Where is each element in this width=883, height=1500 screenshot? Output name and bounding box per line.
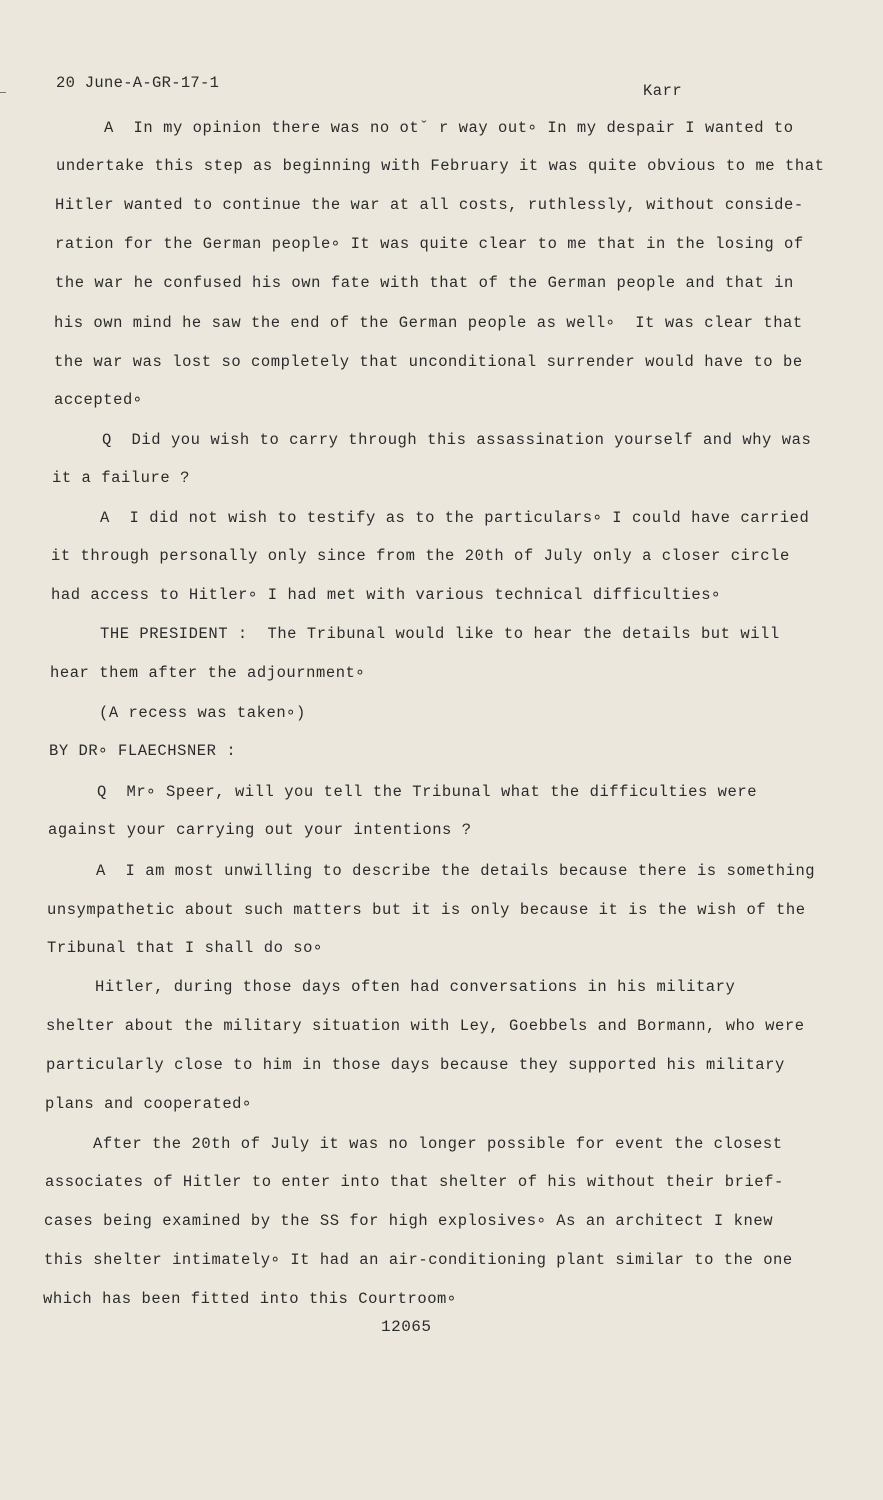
text-line: which has been fitted into this Courtroom∘	[43, 1290, 457, 1308]
text-line: BY DR∘ FLAECHSNER :	[49, 742, 237, 760]
text-line: this shelter intimately∘ It had an air-conditioning plant similar to the one	[44, 1251, 793, 1269]
margin-mark	[0, 92, 6, 93]
page-number: 12065	[381, 1318, 432, 1336]
text-line: plans and cooperated∘	[45, 1095, 252, 1113]
text-line: shelter about the military situation with Ley, Goebbels and Bormann, who were	[46, 1017, 805, 1035]
document-id: 20 June-A-GR-17-1	[56, 74, 220, 92]
text-line: (A recess was taken∘)	[99, 704, 306, 722]
text-line: unsympathetic about such matters but it is only because it is the wish of the	[47, 901, 806, 919]
text-line: THE PRESIDENT : The Tribunal would like to hear the details but will	[100, 625, 780, 643]
text-line: associates of Hitler to enter into that shelter of his without their brief-	[45, 1173, 784, 1191]
text-line: A I did not wish to testify as to the particulars∘ I could have carried	[100, 509, 810, 527]
text-line: Hitler, during those days often had conversations in his military	[95, 978, 736, 996]
text-line: Q Mr∘ Speer, will you tell the Tribunal what the difficulties were	[97, 783, 758, 801]
text-line: accepted∘	[54, 391, 143, 409]
text-line: it a failure ?	[52, 469, 190, 487]
text-line: the war he confused his own fate with that of the German people and that in	[55, 274, 794, 292]
text-line: Hitler wanted to continue the war at all costs, ruthlessly, without conside-	[55, 196, 804, 214]
text-line: cases being examined by the SS for high explosives∘ As an architect I knew	[44, 1212, 774, 1230]
text-line: had access to Hitler∘ I had met with various technical difficulties∘	[51, 586, 721, 604]
text-line: ration for the German people∘ It was quite clear to me that in the losing of	[55, 235, 804, 253]
text-line: against your carrying out your intentions ?	[48, 821, 472, 839]
text-line: particularly close to him in those days because they supported his military	[46, 1056, 785, 1074]
text-line: the war was lost so completely that unconditional surrender would have to be	[54, 353, 803, 371]
text-line: it through personally only since from the 20th of July only a closer circle	[51, 547, 790, 565]
text-line: A I am most unwilling to describe the details because there is something	[96, 862, 816, 880]
text-line: undertake this step as beginning with February it was quite obvious to me that	[56, 157, 825, 175]
text-line: Q Did you wish to carry through this assassination yourself and why was	[102, 431, 812, 449]
text-line: A In my opinion there was no otˇ r way out∘ In my despair I wanted to	[104, 119, 794, 137]
reporter-name: Karr	[643, 82, 683, 100]
text-line: Tribunal that I shall do so∘	[47, 939, 323, 957]
text-line: his own mind he saw the end of the German people as well∘ It was clear that	[54, 314, 803, 332]
text-line: After the 20th of July it was no longer possible for event the closest	[93, 1135, 783, 1153]
text-line: hear them after the adjournment∘	[50, 664, 366, 682]
